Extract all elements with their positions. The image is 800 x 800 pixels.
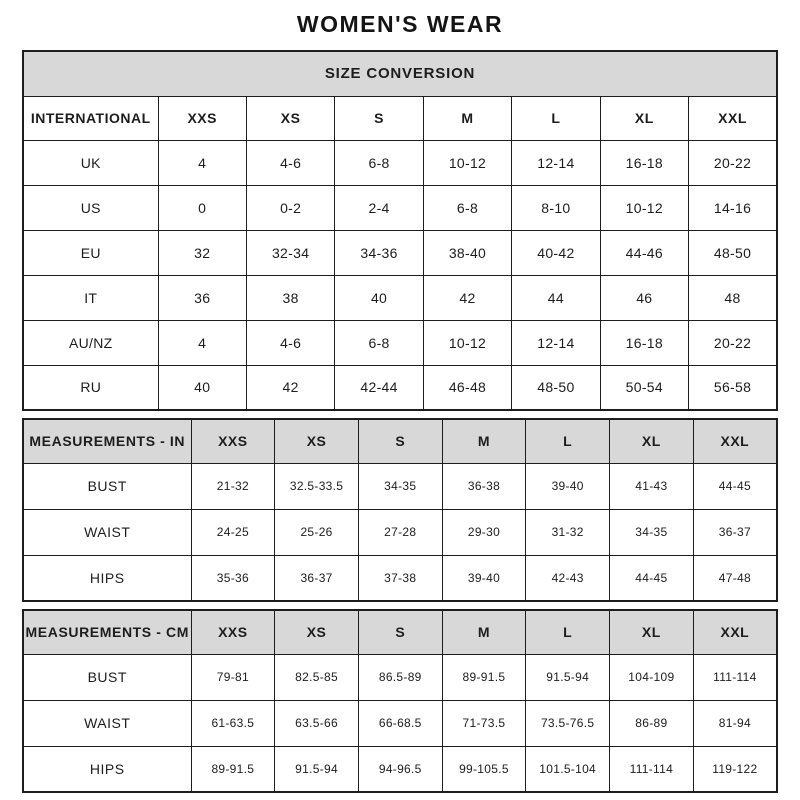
value-cell: 25-26 (275, 509, 359, 555)
value-cell: 12-14 (512, 320, 600, 365)
value-cell: 36-38 (442, 463, 526, 509)
size-conversion-body (23, 140, 777, 410)
value-cell: 10-12 (423, 320, 511, 365)
size-header-cell: XL (610, 610, 694, 654)
value-cell: 32 (158, 230, 246, 275)
measurements-in-header-row (23, 419, 777, 463)
value-cell: 4-6 (246, 320, 334, 365)
value-cell: 4-6 (246, 140, 334, 185)
size-header-cell: XXS (191, 419, 275, 463)
value-cell: 10-12 (423, 140, 511, 185)
size-header-cell: M (442, 610, 526, 654)
value-cell: 86.5-89 (358, 654, 442, 700)
size-header-cell: XS (246, 96, 334, 140)
measurements-cm-header-row (23, 610, 777, 654)
value-cell: 89-91.5 (191, 746, 275, 792)
value-cell: 44-45 (693, 463, 777, 509)
value-cell: 6-8 (335, 140, 423, 185)
value-cell: 36-37 (693, 509, 777, 555)
value-cell: 82.5-85 (275, 654, 359, 700)
size-header-cell: XXL (693, 419, 777, 463)
value-cell: 42 (246, 365, 334, 410)
value-cell: 46-48 (423, 365, 511, 410)
value-cell: 6-8 (423, 185, 511, 230)
table-row (23, 654, 777, 700)
table-row (23, 140, 777, 185)
measurements-cm-title: MEASUREMENTS - CM (23, 610, 191, 654)
value-cell: 2-4 (335, 185, 423, 230)
value-cell: 0 (158, 185, 246, 230)
size-conversion-table (22, 50, 778, 411)
value-cell: 89-91.5 (442, 654, 526, 700)
size-header-cell: L (526, 419, 610, 463)
value-cell: 44 (512, 275, 600, 320)
row-label: HIPS (23, 555, 191, 601)
value-cell: 66-68.5 (358, 700, 442, 746)
value-cell: 40 (158, 365, 246, 410)
size-header-cell: S (335, 96, 423, 140)
value-cell: 21-32 (191, 463, 275, 509)
size-header-cell: XL (610, 419, 694, 463)
value-cell: 42 (423, 275, 511, 320)
row-label: AU/NZ (23, 320, 158, 365)
value-cell: 31-32 (526, 509, 610, 555)
value-cell: 6-8 (335, 320, 423, 365)
value-cell: 61-63.5 (191, 700, 275, 746)
table-row (23, 365, 777, 410)
table-row (23, 230, 777, 275)
value-cell: 37-38 (358, 555, 442, 601)
value-cell: 81-94 (693, 700, 777, 746)
value-cell: 24-25 (191, 509, 275, 555)
table-row (23, 746, 777, 792)
value-cell: 16-18 (600, 140, 688, 185)
value-cell: 14-16 (689, 185, 777, 230)
size-header-cell: S (358, 610, 442, 654)
value-cell: 91.5-94 (275, 746, 359, 792)
measurements-in-title: MEASUREMENTS - IN (23, 419, 191, 463)
size-conversion-title: SIZE CONVERSION (23, 51, 777, 96)
value-cell: 48-50 (689, 230, 777, 275)
row-label: WAIST (23, 509, 191, 555)
value-cell: 4 (158, 140, 246, 185)
size-header-cell: M (423, 96, 511, 140)
size-header-cell: L (526, 610, 610, 654)
size-conversion-header-row (23, 96, 777, 140)
table-row (23, 320, 777, 365)
value-cell: 119-122 (693, 746, 777, 792)
value-cell: 0-2 (246, 185, 334, 230)
size-header-cell: XXL (693, 610, 777, 654)
value-cell: 16-18 (600, 320, 688, 365)
size-header-cell: XXS (191, 610, 275, 654)
value-cell: 29-30 (442, 509, 526, 555)
value-cell: 46 (600, 275, 688, 320)
value-cell: 35-36 (191, 555, 275, 601)
value-cell: 44-46 (600, 230, 688, 275)
value-cell: 4 (158, 320, 246, 365)
measurements-cm-table (22, 609, 778, 793)
row-label: WAIST (23, 700, 191, 746)
size-header-cell: L (512, 96, 600, 140)
value-cell: 40 (335, 275, 423, 320)
value-cell: 111-114 (693, 654, 777, 700)
page-title: WOMEN'S WEAR (296, 11, 504, 37)
size-header-cell: XS (275, 419, 359, 463)
row-label: US (23, 185, 158, 230)
value-cell: 39-40 (526, 463, 610, 509)
value-cell: 71-73.5 (442, 700, 526, 746)
row-label: BUST (23, 463, 191, 509)
value-cell: 40-42 (512, 230, 600, 275)
value-cell: 101.5-104 (526, 746, 610, 792)
value-cell: 44-45 (610, 555, 694, 601)
table-row (23, 185, 777, 230)
table-row (23, 509, 777, 555)
row-label: IT (23, 275, 158, 320)
value-cell: 12-14 (512, 140, 600, 185)
value-cell: 91.5-94 (526, 654, 610, 700)
value-cell: 8-10 (512, 185, 600, 230)
value-cell: 86-89 (610, 700, 694, 746)
row-label: RU (23, 365, 158, 410)
row-label: EU (23, 230, 158, 275)
row-label: UK (23, 140, 158, 185)
value-cell: 48-50 (512, 365, 600, 410)
size-header-cell: XXL (689, 96, 777, 140)
measurements-cm-body (23, 654, 777, 792)
value-cell: 73.5-76.5 (526, 700, 610, 746)
table-row (23, 463, 777, 509)
size-header-cell: XS (275, 610, 359, 654)
value-cell: 47-48 (693, 555, 777, 601)
value-cell: 39-40 (442, 555, 526, 601)
value-cell: 36-37 (275, 555, 359, 601)
size-header-cell: M (442, 419, 526, 463)
value-cell: 63.5-66 (275, 700, 359, 746)
value-cell: 34-35 (358, 463, 442, 509)
value-cell: 104-109 (610, 654, 694, 700)
value-cell: 99-105.5 (442, 746, 526, 792)
value-cell: 27-28 (358, 509, 442, 555)
measurements-in-body (23, 463, 777, 601)
value-cell: 48 (689, 275, 777, 320)
row-label: BUST (23, 654, 191, 700)
value-cell: 56-58 (689, 365, 777, 410)
value-cell: 32.5-33.5 (275, 463, 359, 509)
table-row (23, 275, 777, 320)
size-conversion-title-row (23, 51, 777, 96)
value-cell: 50-54 (600, 365, 688, 410)
value-cell: 41-43 (610, 463, 694, 509)
table-row (23, 555, 777, 601)
value-cell: 20-22 (689, 320, 777, 365)
value-cell: 38 (246, 275, 334, 320)
value-cell: 111-114 (610, 746, 694, 792)
value-cell: 42-44 (335, 365, 423, 410)
measurements-in-table (22, 418, 778, 602)
value-cell: 20-22 (689, 140, 777, 185)
value-cell: 79-81 (191, 654, 275, 700)
row-label: HIPS (23, 746, 191, 792)
size-header-cell: S (358, 419, 442, 463)
size-header-cell: INTERNATIONAL (23, 96, 158, 140)
value-cell: 36 (158, 275, 246, 320)
value-cell: 38-40 (423, 230, 511, 275)
size-header-cell: XXS (158, 96, 246, 140)
value-cell: 42-43 (526, 555, 610, 601)
value-cell: 34-36 (335, 230, 423, 275)
table-row (23, 700, 777, 746)
size-header-cell: XL (600, 96, 688, 140)
value-cell: 94-96.5 (358, 746, 442, 792)
value-cell: 34-35 (610, 509, 694, 555)
value-cell: 32-34 (246, 230, 334, 275)
value-cell: 10-12 (600, 185, 688, 230)
